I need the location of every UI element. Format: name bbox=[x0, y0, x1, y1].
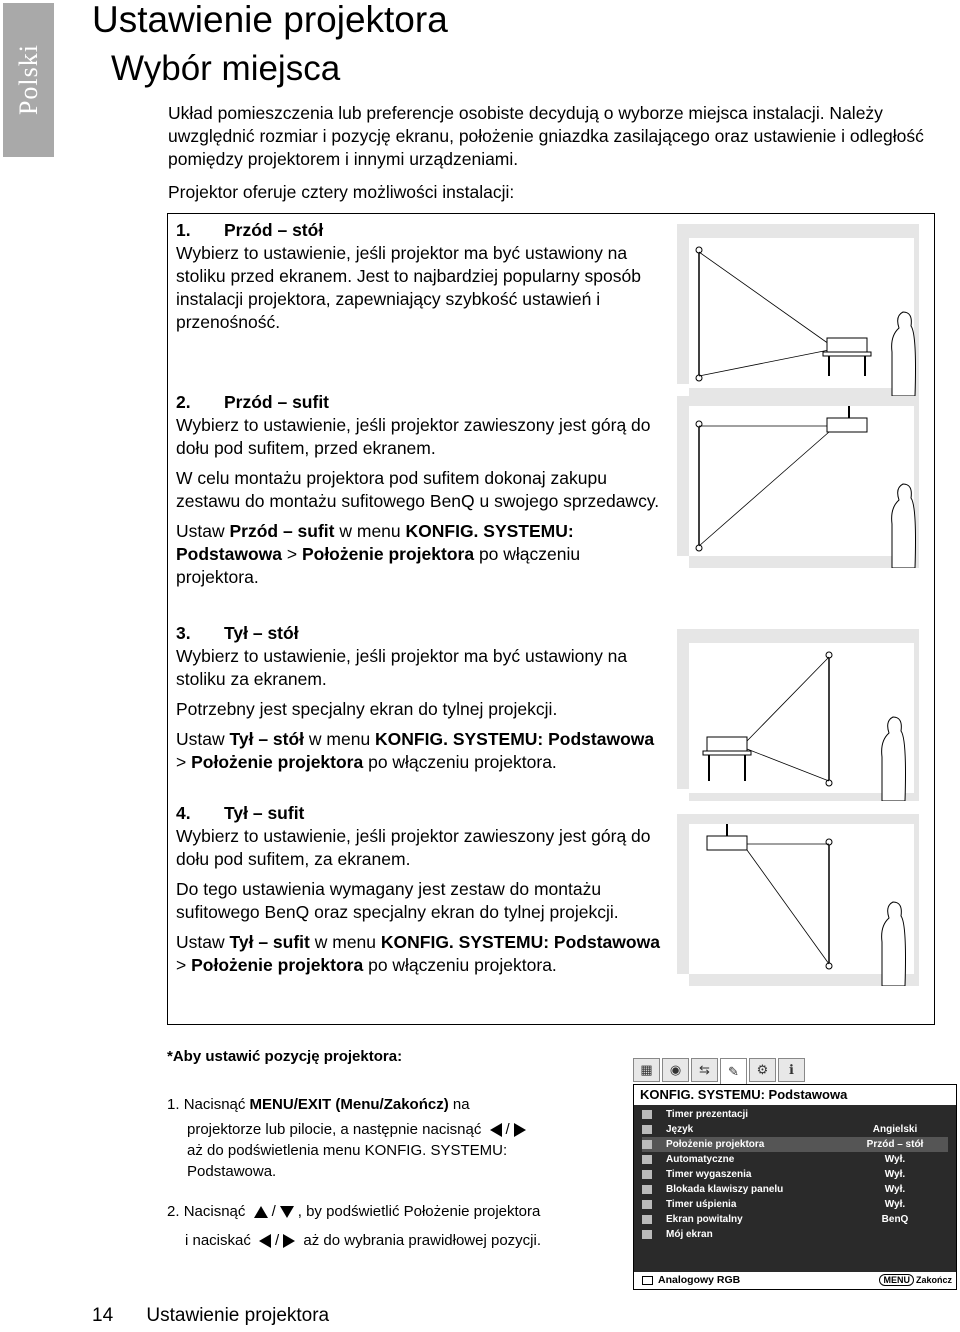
option-note: Potrzebny jest specjalny ekran do tylnej projekcji. bbox=[176, 699, 558, 719]
front-ceiling-illustration bbox=[677, 396, 919, 568]
osd-status-bar bbox=[634, 1272, 956, 1289]
down-arrow-icon bbox=[280, 1206, 294, 1218]
osd-tab-bar bbox=[633, 1058, 807, 1084]
option-setting: Ustaw Przód – sufit w menu KONFIG. SYSTEMU: Podstawowa > Położenie projektora po włączeniu projektora. bbox=[176, 521, 581, 587]
rear-table-illustration bbox=[677, 629, 919, 801]
language-icon bbox=[642, 1125, 652, 1134]
option-number: 4. bbox=[176, 803, 191, 823]
step-2: 2. Nacisnąć / , by podświetlić Położenie projektora i naciskać / aż do wybrania prawidłowej pozycji. bbox=[167, 1203, 541, 1249]
option-number: 2. bbox=[176, 392, 191, 412]
option-rear-ceiling bbox=[176, 802, 666, 977]
display-tab-icon[interactable]: ▦ bbox=[633, 1058, 660, 1082]
left-arrow-icon bbox=[490, 1123, 502, 1137]
option-name: Przód – sufit bbox=[224, 392, 330, 412]
option-rear-table bbox=[176, 622, 666, 774]
exit-hint: MENU Zakończ bbox=[879, 1272, 952, 1289]
right-arrow-icon bbox=[283, 1234, 295, 1248]
osd-row[interactable]: Automatyczne Wył. bbox=[642, 1152, 948, 1167]
osd-title: KONFIG. SYSTEMU: Podstawowa bbox=[634, 1085, 956, 1105]
language-tab bbox=[3, 3, 54, 157]
osd-settings-list bbox=[642, 1107, 948, 1242]
option-description: Wybierz to ustawienie, jeśli projektor zawieszony jest górą do dołu pod sufitem, za ekranem. bbox=[176, 826, 651, 869]
osd-row[interactable]: Ekran powitalny BenQ bbox=[642, 1212, 948, 1227]
picture-tab-icon[interactable]: ◉ bbox=[662, 1058, 689, 1082]
osd-row-selected[interactable]: Położenie projektora Przód – stół bbox=[642, 1137, 948, 1152]
option-note: Do tego ustawienia wymagany jest zestaw do montażu sufitowego BenQ oraz specjalny ekran do tylnej projekcji. bbox=[176, 879, 619, 922]
system-advanced-tab-icon[interactable]: ⚙ bbox=[749, 1058, 776, 1082]
step-1: 1. Nacisnąć MENU/EXIT (Menu/Zakończ) na projektorze lub pilocie, a następnie nacisnąć / aż do podświetlenia menu KONFIG. SYSTEMU: Podstawowa. bbox=[167, 1094, 617, 1182]
option-description: Wybierz to ustawienie, jeśli projektor ma być ustawiony na stoliku za ekranem. bbox=[176, 646, 628, 689]
intro-paragraph: Układ pomieszczenia lub preferencje osobiste decydują o wyborze miejsca instalacji. Należy uwzględnić rozmiar i pozycję ekranu, położenie gniazdka zasilającego oraz ustawienie i odległość pomiędzy projektorem i innymi urządzeniami. bbox=[168, 103, 924, 169]
my-screen-icon bbox=[642, 1230, 652, 1239]
page-title: Ustawienie projektora bbox=[92, 0, 448, 40]
osd-panel bbox=[633, 1084, 957, 1290]
note-heading: *Aby ustawić pozycję projektora: bbox=[167, 1048, 403, 1065]
left-arrow-icon bbox=[259, 1234, 271, 1248]
osd-row[interactable]: Timer uśpienia Wył. bbox=[642, 1197, 948, 1212]
page-footer bbox=[92, 1305, 329, 1327]
osd-row[interactable]: Timer wygaszenia Wył. bbox=[642, 1167, 948, 1182]
intro-text bbox=[168, 102, 948, 204]
splash-screen-icon bbox=[642, 1215, 652, 1224]
blank-timer-icon bbox=[642, 1170, 652, 1179]
sleep-icon bbox=[642, 1200, 652, 1209]
option-number: 3. bbox=[176, 623, 191, 643]
option-description: Wybierz to ustawienie, jeśli projektor zawieszony jest górą do dołu pod sufitem, przed ekranem. bbox=[176, 415, 651, 458]
projector-position-icon bbox=[642, 1140, 652, 1149]
language-tab-label: Polski bbox=[13, 44, 43, 116]
option-number: 1. bbox=[176, 220, 191, 240]
option-description: Wybierz to ustawienie, jeśli projektor ma być ustawiony na stoliku przed ekranem. Jest to najbardziej popularny sposób instalacji projektora, zapewniający szybkość ustawień i przenośność. bbox=[176, 243, 641, 332]
rear-ceiling-illustration bbox=[677, 814, 919, 986]
osd-row[interactable]: Blokada klawiszy panelu Wył. bbox=[642, 1182, 948, 1197]
osd-row[interactable]: Timer prezentacji bbox=[642, 1107, 948, 1122]
front-table-illustration bbox=[677, 224, 919, 396]
timer-icon bbox=[642, 1110, 652, 1119]
option-name: Tył – stół bbox=[224, 623, 299, 643]
system-basic-tab-icon[interactable]: ✎ bbox=[720, 1058, 747, 1084]
installation-options-box bbox=[167, 213, 935, 1025]
lock-icon bbox=[642, 1185, 652, 1194]
option-setting: Ustaw Tył – sufit w menu KONFIG. SYSTEMU: Podstawowa > Położenie projektora po włączeniu projektora. bbox=[176, 932, 660, 975]
footer-section: Ustawienie projektora bbox=[146, 1305, 330, 1326]
osd-menu bbox=[633, 1058, 957, 1290]
source-tab-icon[interactable]: ⇆ bbox=[691, 1058, 718, 1082]
intro-lead: Projektor oferuje cztery możliwości instalacji: bbox=[168, 182, 515, 202]
option-name: Przód – stół bbox=[224, 220, 324, 240]
auto-icon bbox=[642, 1155, 652, 1164]
information-tab-icon[interactable]: ℹ bbox=[778, 1058, 805, 1082]
option-name: Tył – sufit bbox=[224, 803, 305, 823]
input-source: Analogowy RGB bbox=[658, 1274, 741, 1286]
page-number: 14 bbox=[92, 1305, 114, 1326]
input-source-icon bbox=[642, 1276, 653, 1285]
osd-row[interactable]: Język Angielski bbox=[642, 1122, 948, 1137]
option-note: W celu montażu projektora pod sufitem dokonaj zakupu zestawu do montażu sufitowego BenQ u swojego sprzedawcy. bbox=[176, 468, 660, 511]
right-arrow-icon bbox=[514, 1123, 526, 1137]
option-front-table bbox=[176, 219, 666, 334]
osd-row[interactable]: Mój ekran bbox=[642, 1227, 948, 1242]
section-title: Wybór miejsca bbox=[111, 49, 341, 88]
option-front-ceiling bbox=[176, 391, 666, 589]
up-arrow-icon bbox=[254, 1206, 268, 1218]
option-setting: Ustaw Tył – stół w menu KONFIG. SYSTEMU: Podstawowa > Położenie projektora po włączeniu projektora. bbox=[176, 729, 655, 772]
